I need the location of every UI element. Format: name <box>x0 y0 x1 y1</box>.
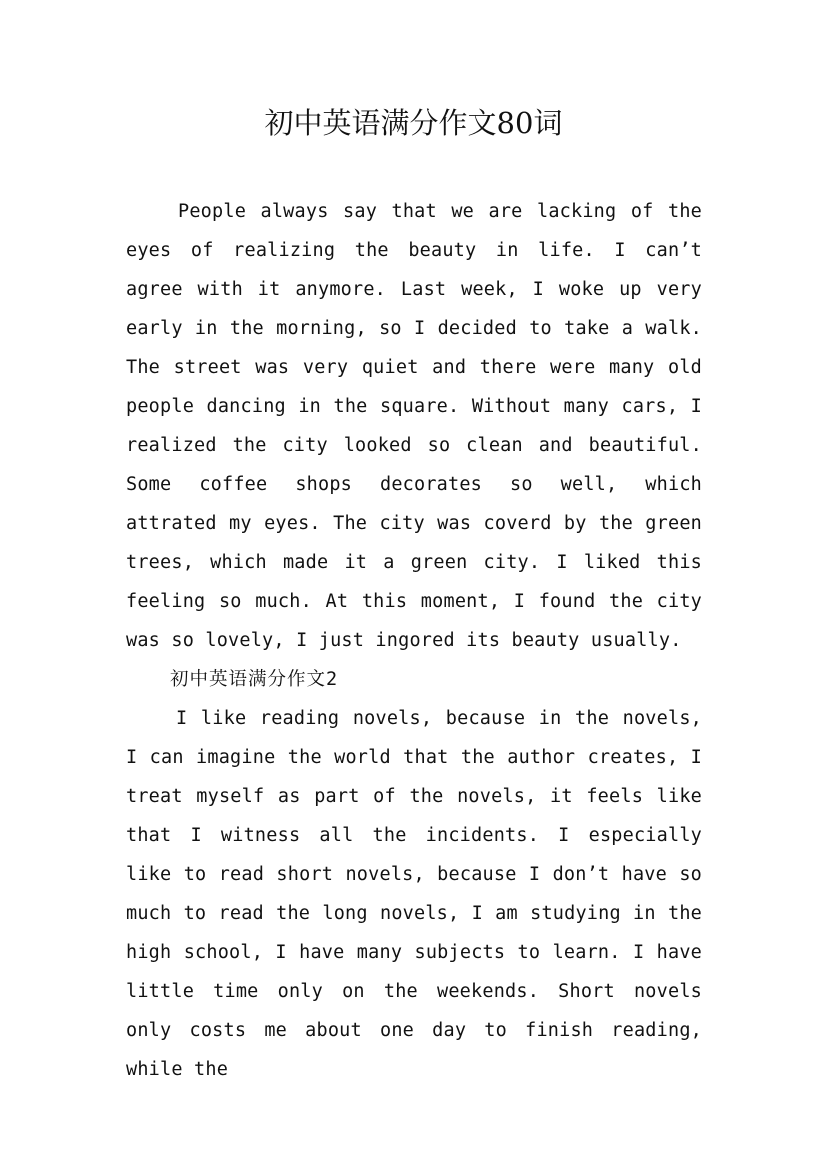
document-title: 初中英语满分作文80词 <box>264 106 563 140</box>
essay-paragraph-1: People always say that we are lacking of the eyes of realizing the beauty in life. I can’t agree with it anymore. Last week, I woke up very early in the morning, so I decided to take a walk. The street was very quiet and there were many old people dancing in the square. Without many cars, I realized the city looked so clean and beautiful. Some coffee shops decorates so well, which attrated my eyes. The city was coverd by the green trees, which made it a green city. I liked this feeling so much. At this moment, I found the city was so lovely, I just ingored its beauty usually. <box>126 201 702 651</box>
essay-paragraph-2: I like reading novels, because in the novels, I can imagine the world that the author creates, I treat myself as part of the novels, it feels like that I witness all the incidents. I especially like to read short novels, because I don’t have so much to read the long novels, I am studying in the high school, I have many subjects to learn. I have little time only on the weekends. Short novels only costs me about one day to finish reading, while the <box>126 708 702 1080</box>
document-body <box>126 192 702 1089</box>
essay-subheading-2: 初中英语满分作文2 <box>170 669 339 690</box>
